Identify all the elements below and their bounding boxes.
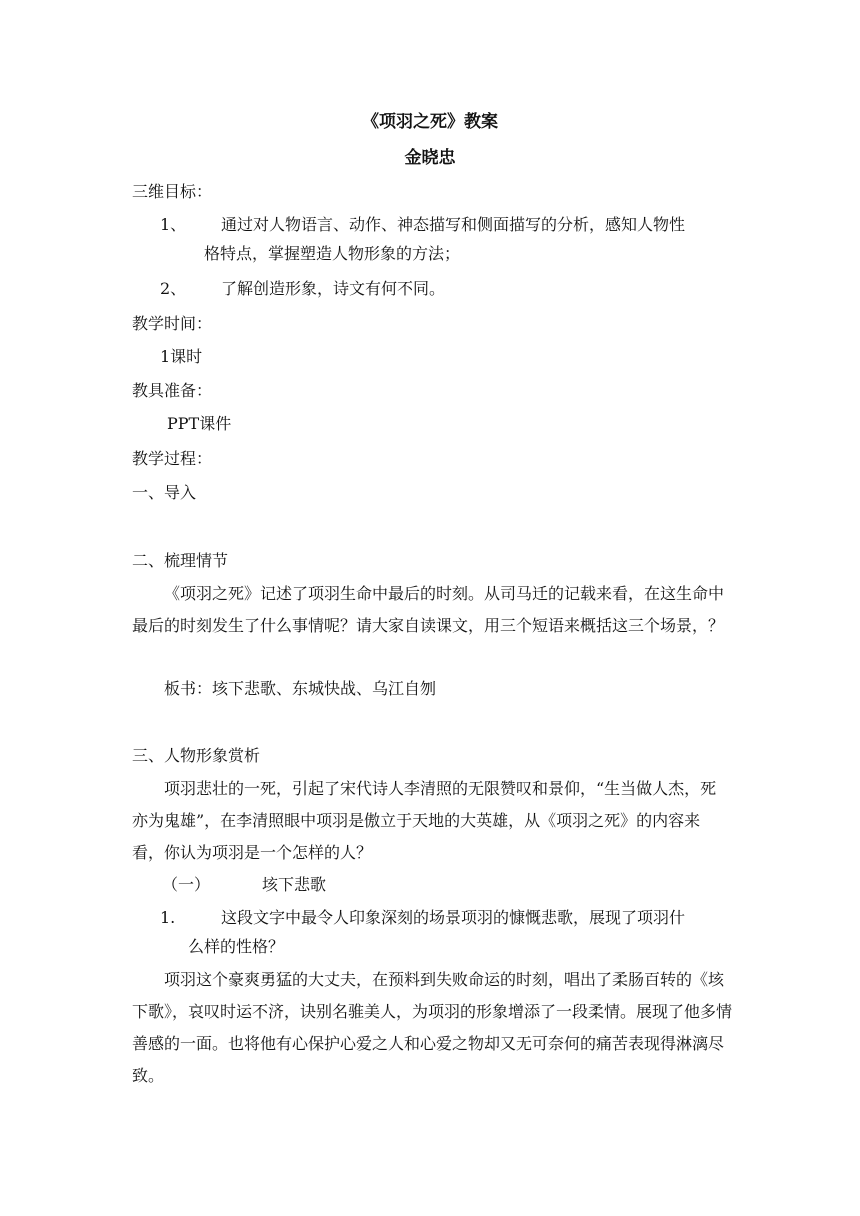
doc-title: 《项羽之死》教案 <box>362 112 498 132</box>
section-2-heading: 二、梳理情节 <box>132 551 229 570</box>
question-1-line2: 么样的性格？ <box>188 937 285 956</box>
time-value: 1课时 <box>160 347 203 366</box>
section-1-heading: 一、导入 <box>132 483 197 502</box>
board-summary: 板书：垓下悲歌、东城快战、乌江自刎 <box>164 679 437 698</box>
answer-paragraph: 项羽这个豪爽勇猛的大丈夫，在预料到失败命运的时刻，唱出了柔肠百转的《垓下歌》，哀叹时运不济，诀别名骓美人，为项羽的形象增添了一段柔情。展现了他多情善感的一面。也将他有心保护心爱之人和心爱之物却又无可奈何的痛苦表现得淋漓尽致。 <box>132 970 733 1085</box>
objective-1-line2: 格特点，掌握塑造人物形象的方法； <box>204 244 461 263</box>
objectives-heading: 三维目标： <box>132 182 213 201</box>
objective-1-line1: 通过对人物语言、动作、神态描写和侧面描写的分析，感知人物性 <box>221 215 686 234</box>
tools-heading: 教具准备： <box>132 381 213 400</box>
tools-value: PPT课件 <box>167 414 232 433</box>
doc-author: 金晓忠 <box>404 148 456 168</box>
section-2-paragraph: 《项羽之死》记述了项羽生命中最后的时刻。从司马迁的记载来看，在这生命中最后的时刻发生了什么事情呢？请大家自读课文，用三个短语来概括这三个场景，？ <box>132 584 725 635</box>
time-heading: 教学时间： <box>132 314 213 333</box>
section-3-paragraph: 项羽悲壮的一死，引起了宋代诗人李清照的无限赞叹和景仰，“生当做人杰，死亦为鬼雄”，在李清照眼中项羽是傲立于天地的大英雄，从《项羽之死》的内容来看，你认为项羽是一个怎样的人？ <box>132 779 717 862</box>
section-3-heading: 三、人物形象赏析 <box>132 746 261 765</box>
subsection-1-number: （一） <box>162 875 211 894</box>
subsection-1-title: 垓下悲歌 <box>262 875 327 894</box>
objective-1-number: 1、 <box>160 215 187 234</box>
question-1-line1: 这段文字中最令人印象深刻的场景项羽的慷慨悲歌，展现了项羽什 <box>221 908 686 927</box>
question-1-number: 1. <box>160 908 176 927</box>
process-heading: 教学过程： <box>132 449 213 468</box>
objective-2-line1: 了解创造形象，诗文有何不同。 <box>221 279 446 298</box>
objective-2-number: 2、 <box>160 279 187 298</box>
